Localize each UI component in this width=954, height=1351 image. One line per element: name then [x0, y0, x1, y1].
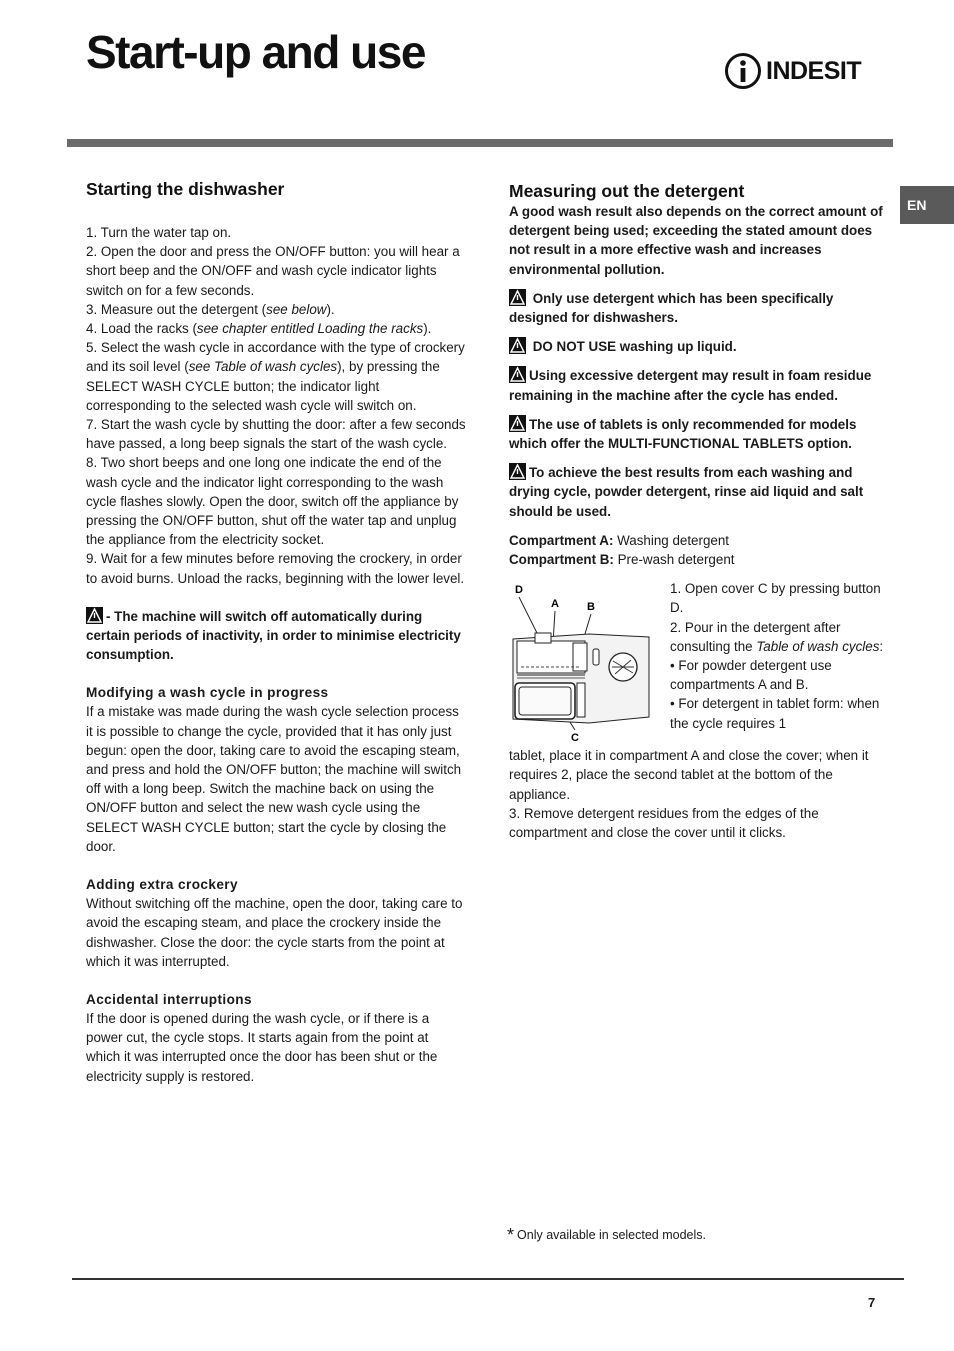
instruction-tablet: • For detergent in tablet form: when the cycle requires 1 — [670, 696, 880, 731]
step-3: 3. Measure out the detergent (see below). — [86, 301, 335, 317]
footnote-text: Only available in selected models. — [517, 1228, 707, 1242]
step-9: 9. Wait for a few minutes before removing the crockery, in order to avoid burns. Unload the racks, beginning with the lower level. — [86, 551, 465, 586]
left-column — [86, 178, 466, 1086]
instruction-tablet-continued: tablet, place it in compartment A and close the cover; when it requires 2, place the second tablet at the bottom of the appliance. — [509, 748, 869, 802]
warning-icon — [86, 607, 103, 624]
adding-text: Without switching off the machine, open the door, taking care to avoid the escaping steam, and place the crockery inside the dishwasher. Close the door: the cycle starts from the point at which it was interrupted. — [86, 896, 463, 969]
instruction-powder: • For powder detergent use compartments A and B. — [670, 658, 832, 693]
compartment-a: Compartment A: Washing detergent — [509, 532, 730, 548]
instruction-3: 3. Remove detergent residues from the edges of the compartment and close the cover until it clicks. — [509, 805, 819, 841]
warning-icon — [509, 289, 526, 306]
accidental-heading: Accidental interruptions — [86, 991, 252, 1007]
page-title: Start-up and use — [86, 26, 425, 78]
language-tab: EN — [900, 186, 954, 224]
auto-off-warning: - The machine will switch off automatically during certain periods of inactivity, in order to minimise electricity consumption. — [86, 608, 461, 663]
footnote — [507, 1225, 706, 1246]
indesit-i-icon — [724, 52, 762, 90]
detergent-diagram-row — [509, 579, 887, 749]
compartment-b: Compartment B: Pre-wash detergent — [509, 552, 735, 568]
indesit-logo — [724, 51, 874, 91]
label-a: A — [551, 598, 559, 611]
warning-3: Using excessive detergent may result in foam residue remaining in the machine after the cycle has ended. — [509, 368, 872, 403]
modifying-heading: Modifying a wash cycle in progress — [86, 685, 329, 701]
warning-icon — [509, 366, 526, 383]
warning-5: To achieve the best results from each washing and drying cycle, powder detergent, rinse aid liquid and salt should be used. — [509, 465, 864, 519]
instruction-1: 1. Open cover C by pressing button D. — [670, 581, 881, 616]
warning-icon — [509, 337, 526, 354]
warning-icon — [509, 463, 526, 480]
measuring-heading: Measuring out the detergent — [509, 181, 745, 201]
footnote-mark: * — [507, 1225, 515, 1245]
warning-4: The use of tablets is only recommended for models which offer the MULTI-FUNCTIONAL TABLETS option. — [509, 416, 857, 452]
footer-rule — [72, 1278, 904, 1280]
adding-heading: Adding extra crockery — [86, 877, 238, 893]
accidental-text: If the door is opened during the wash cycle, or if there is a power cut, the cycle stops. It starts again from the point at which it was interrupted once the door has been shut or the electricity supply is restored. — [86, 1010, 438, 1084]
step-4: 4. Load the racks (see chapter entitled Loading the racks). — [86, 321, 432, 337]
step-2: 2. Open the door and press the ON/OFF button: you will hear a short beep and the ON/OFF and wash cycle indicator lights switch on for a few seconds. — [86, 244, 460, 298]
modifying-text: If a mistake was made during the wash cycle selection process it is possible to change the cycle, provided that it has only just begun: open the door, taking care to avoid the escaping steam, and press and hold the ON/OFF button; the machine will switch off with a long beep. Switch the machine back on using the ON/OFF button and select the new wash cycle using the SELECT WASH CYCLE button; start the cycle by closing the door. — [86, 704, 462, 854]
warning-icon — [509, 415, 526, 432]
dispenser-diagram — [509, 579, 659, 744]
right-column — [509, 180, 887, 842]
instruction-2: 2. Pour in the detergent after consulting the Table of wash cycles: — [670, 619, 884, 654]
step-8: 8. Two short beeps and one long one indicate the end of the wash cycle and the indicator light corresponding to the wash cycle flashes slowly. Open the door, switch off the appliance by pressing the ON/OFF button, shut off the water tap and unplug the appliance from the electricity socket. — [86, 455, 459, 548]
detergent-intro: A good wash result also depends on the correct amount of detergent being used; exceeding the stated amount does not result in a more effective wash and increases environmental pollution. — [509, 204, 883, 277]
label-b: B — [587, 601, 595, 614]
step-5: 5. Select the wash cycle in accordance with the type of crockery and its soil level (see Table of wash cycles), by pressing the SELECT WASH CYCLE button; the indicator light corresponding to the selected wash cycle will switch on. — [86, 340, 465, 413]
brand-name: INDESIT — [766, 56, 862, 85]
starting-heading: Starting the dishwasher — [86, 179, 285, 199]
warning-1: Only use detergent which has been specifically designed for dishwashers. — [509, 290, 834, 326]
label-c: C — [571, 732, 579, 745]
step-7: 7. Start the wash cycle by shutting the door: after a few seconds have passed, a long beep signals the start of the wash cycle. — [86, 417, 466, 452]
page-number: 7 — [868, 1295, 876, 1310]
diagram-instructions — [670, 579, 890, 733]
label-d: D — [515, 584, 523, 597]
header-rule — [67, 139, 893, 147]
step-1: 1. Turn the water tap on. — [86, 225, 232, 240]
warning-2: DO NOT USE washing up liquid. — [509, 337, 887, 356]
